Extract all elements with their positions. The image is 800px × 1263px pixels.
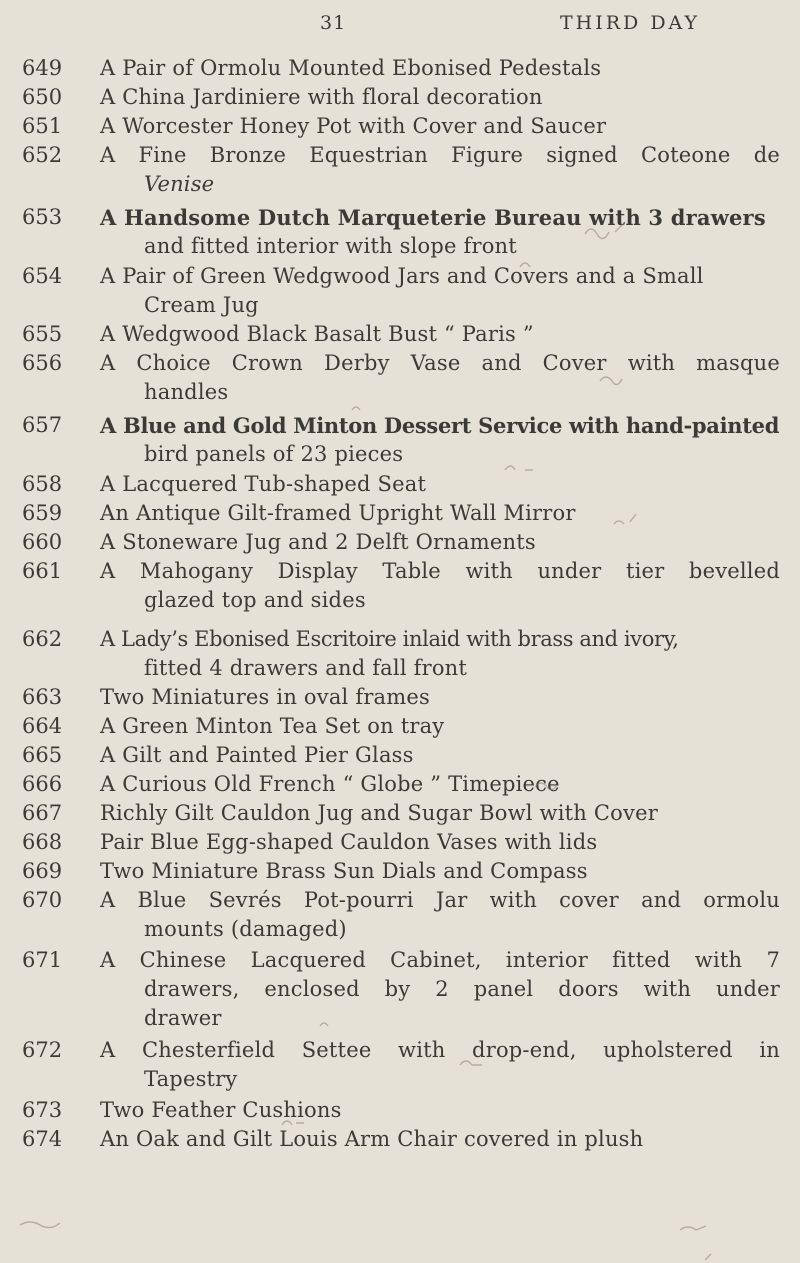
lot-description: A China Jardiniere with floral decoration [100,85,543,109]
page-number: 31 [320,12,347,34]
lot-description: Two Miniature Brass Sun Dials and Compass [100,859,588,883]
section-title: THIRD DAY [560,12,701,34]
lot-number: 650 [22,85,63,109]
lot-number: 657 [22,413,63,437]
lot-description: A Lady’s Ebonised Escritoire inlaid with brass and ivory, fitted 4 drawers and fall front [100,627,679,680]
lot-description: A Fine Bronze Equestrian Figure signed Coteone de Venise [100,143,780,196]
lot-description: A Handsome Dutch Marqueterie Bureau with 3 drawers and fitted interior with slope front [100,205,766,258]
lot-number: 663 [22,685,63,709]
lot-number: 653 [22,205,63,229]
lot-description: An Antique Gilt-framed Upright Wall Mirror [100,501,576,525]
lot-description: A Blue Sevrés Pot-pourri Jar with cover and ormolu mounts (damaged) [100,888,780,941]
lot-description: Two Feather Cushions [100,1098,342,1122]
lot-number: 667 [22,801,63,825]
lot-number: 672 [22,1038,63,1062]
lot-number: 662 [22,627,63,651]
lot-number: 651 [22,114,63,138]
lot-description: A Mahogany Display Table with under tier bevelled glazed top and sides [100,559,780,612]
lot-description: A Wedgwood Black Basalt Bust “ Paris ” [100,322,534,346]
lot-number: 660 [22,530,63,554]
lot-description: Pair Blue Egg-shaped Cauldon Vases with lids [100,830,598,854]
lot-number: 664 [22,714,63,738]
lot-number: 668 [22,830,63,854]
lot-number: 670 [22,888,63,912]
lot-number: 656 [22,351,63,375]
lot-description: A Lacquered Tub-shaped Seat [100,472,427,496]
lot-number: 655 [22,322,63,346]
lot-number: 652 [22,143,63,167]
lot-description: Richly Gilt Cauldon Jug and Sugar Bowl with Cover [100,801,658,825]
lot-number: 649 [22,56,63,80]
lot-description: A Choice Crown Derby Vase and Cover with masque handles [100,351,780,404]
page-header [0,12,800,42]
lot-number: 671 [22,948,63,972]
lot-number: 658 [22,472,63,496]
lot-number: 654 [22,264,63,288]
lot-number: 666 [22,772,63,796]
lot-description: A Gilt and Painted Pier Glass [100,743,414,767]
lot-number: 659 [22,501,63,525]
lot-description: A Worcester Honey Pot with Cover and Saucer [100,114,607,138]
lot-number: 674 [22,1127,63,1151]
lot-description: A Blue and Gold Minton Dessert Service with hand-painted bird panels of 23 pieces [100,413,780,466]
lot-number: 673 [22,1098,63,1122]
lot-description: A Curious Old French “ Globe ” Timepiece [100,772,560,796]
lot-number: 661 [22,559,63,583]
lot-description: A Green Minton Tea Set on tray [100,714,445,738]
lot-description: An Oak and Gilt Louis Arm Chair covered in plush [100,1127,644,1151]
lot-description: A Chesterfield Settee with drop-end, upholstered in Tapestry [100,1038,780,1091]
lot-description: A Pair of Green Wedgwood Jars and Covers and a Small Cream Jug [100,264,704,317]
lot-number: 665 [22,743,63,767]
lot-number: 669 [22,859,63,883]
lot-description: A Pair of Ormolu Mounted Ebonised Pedestals [100,56,602,80]
lot-description: A Stoneware Jug and 2 Delft Ornaments [100,530,536,554]
lot-description: A Chinese Lacquered Cabinet, interior fitted with 7 drawers, enclosed by 2 panel doors with under drawer [100,948,780,1030]
lot-description: Two Miniatures in oval frames [100,685,430,709]
